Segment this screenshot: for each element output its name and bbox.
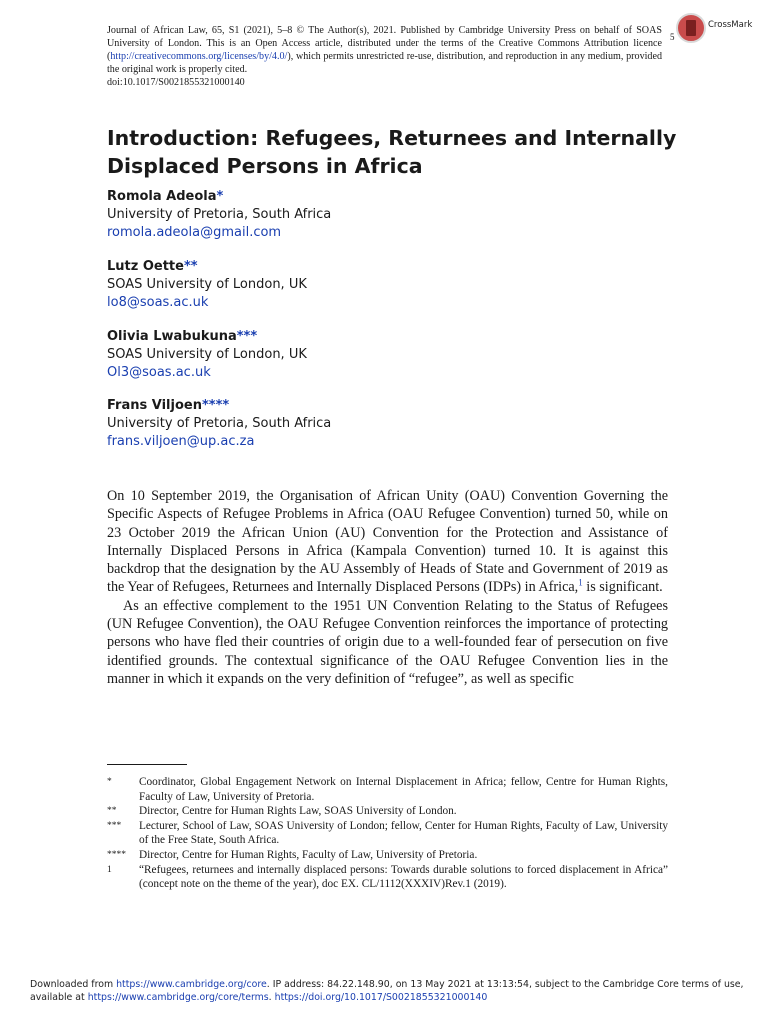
author-name: Romola Adeola — [107, 189, 217, 204]
cambridge-core-link[interactable]: https://www.cambridge.org/core — [116, 979, 267, 990]
licence-link[interactable]: http://creativecommons.org/licenses/by/4.0/ — [110, 51, 288, 62]
author-name: Lutz Oette — [107, 259, 184, 274]
crossmark-badge[interactable] — [676, 13, 756, 53]
author-block — [107, 188, 667, 242]
download-text: . — [268, 991, 275, 1003]
footnote — [107, 819, 668, 848]
paragraph-text: On 10 September 2019, the Organisation of African Unity (OAU) Convention Governing the Specific Aspects of Refugee Problems in Africa (OAU Refugee Convention) turned 50, while on 23 October 2019 the African Union (AU) Convention for the Protection and Assistance of Internally Displaced Persons in Africa (Kampala Convention) turned 10. It is against this backdrop that the designation by the AU Assembly of Heads of State and Government of 2019 as the Year of Refugees, Returnees and Internally Displaced Persons (IDPs) in Africa, — [107, 488, 668, 596]
journal-header — [107, 24, 662, 89]
body-paragraph: As an effective complement to the 1951 UN Convention Relating to the Status of Refugees (UN Refugee Convention), the OAU Refugee Convention reinforces the importance of protecting persons who have fled their countries of origin due to a well-founded fear of persecution on five identified grounds. The contextual significance of the OAU Refugee Convention lies in the manner in which it expands on the very definition of “refugee”, as well as specific — [107, 597, 668, 687]
download-text: Downloaded from — [30, 979, 117, 990]
article-body — [107, 487, 668, 688]
author-affiliation: University of Pretoria, South Africa — [107, 416, 332, 431]
doi-link[interactable]: https://doi.org/10.1017/S0021855321000140 — [274, 991, 488, 1003]
page-number: 5 — [670, 32, 675, 42]
author-footnote-ref[interactable]: ** — [183, 259, 198, 274]
footnote — [107, 848, 668, 863]
download-text: . IP address: 84.22.148.90, on 13 May 2021 at 13:13:54, subject to the Cambridge Core terms of use, available at — [30, 979, 744, 1003]
footnote-mark: ** — [107, 806, 117, 817]
footnote-text: Lecturer, School of Law, SOAS University of London; fellow, Center for Human Rights, Faculty of Law, University of the Free State, South Africa. — [139, 819, 668, 847]
footnote-mark: 1 — [107, 864, 112, 875]
author-footnote-ref[interactable]: * — [216, 189, 224, 204]
author-block — [107, 328, 667, 382]
doi: doi:10.1017/S0021855321000140 — [107, 77, 245, 88]
author-affiliation: SOAS University of London, UK — [107, 277, 307, 292]
footnote-divider — [107, 764, 187, 765]
author-email-link[interactable]: frans.viljoen@up.ac.za — [107, 434, 255, 449]
download-notice — [30, 979, 750, 1004]
footnote-mark: **** — [107, 849, 126, 860]
author-name: Olivia Lwabukuna — [107, 329, 237, 344]
footnote — [107, 863, 668, 892]
paragraph-text-end: is significant. — [582, 579, 663, 596]
footnote — [107, 804, 668, 819]
author-block — [107, 397, 667, 451]
citation-text: Journal of African Law, 65, S1 (2021), 5–8 © The Author(s), 2021. Published by Cambridge University Press on behalf of SOAS University of London. This is an Open Access article, distributed under the terms of the Creative Commons Attribution licence ( — [107, 25, 662, 62]
footnote-text: Director, Centre for Human Rights Law, SOAS University of London. — [139, 805, 457, 818]
author-footnote-ref[interactable]: **** — [201, 398, 230, 413]
terms-link[interactable]: https://www.cambridge.org/core/terms — [87, 991, 269, 1003]
footnote — [107, 775, 668, 804]
article-title: Introduction: Refugees, Returnees and Internally Displaced Persons in Africa — [107, 126, 677, 178]
body-paragraph — [107, 487, 668, 597]
crossmark-icon — [676, 13, 706, 43]
author-affiliation: University of Pretoria, South Africa — [107, 207, 332, 222]
author-block — [107, 258, 667, 312]
author-name: Frans Viljoen — [107, 398, 202, 413]
author-email-link[interactable]: romola.adeola@gmail.com — [107, 225, 282, 240]
footnotes — [107, 775, 668, 892]
author-footnote-ref[interactable]: *** — [236, 329, 258, 344]
author-email-link[interactable]: Ol3@soas.ac.uk — [107, 365, 211, 380]
crossmark-label: CrossMark — [708, 20, 753, 30]
author-email-link[interactable]: lo8@soas.ac.uk — [107, 295, 209, 310]
footnote-ref-1[interactable]: 1 — [578, 577, 583, 588]
footnote-text: Director, Centre for Human Rights, Faculty of Law, University of Pretoria. — [139, 848, 478, 861]
author-affiliation: SOAS University of London, UK — [107, 347, 307, 362]
footnote-text: “Refugees, returnees and internally displaced persons: Towards durable solutions to forced displacement in Africa” (concept note on the theme of the year), doc EX. CL/1112(XXXIV)Rev.1 (2019). — [139, 863, 668, 891]
citation-text-end: ), which permits unrestricted re-use, distribution, and reproduction in any medium, provided the original work is properly cited. — [107, 51, 662, 75]
footnote-text: Coordinator, Global Engagement Network on Internal Displacement in Africa; fellow, Centre for Human Rights, Faculty of Law, University of Pretoria. — [139, 776, 668, 803]
footnote-mark: *** — [107, 820, 122, 831]
footnote-mark: * — [107, 777, 112, 787]
